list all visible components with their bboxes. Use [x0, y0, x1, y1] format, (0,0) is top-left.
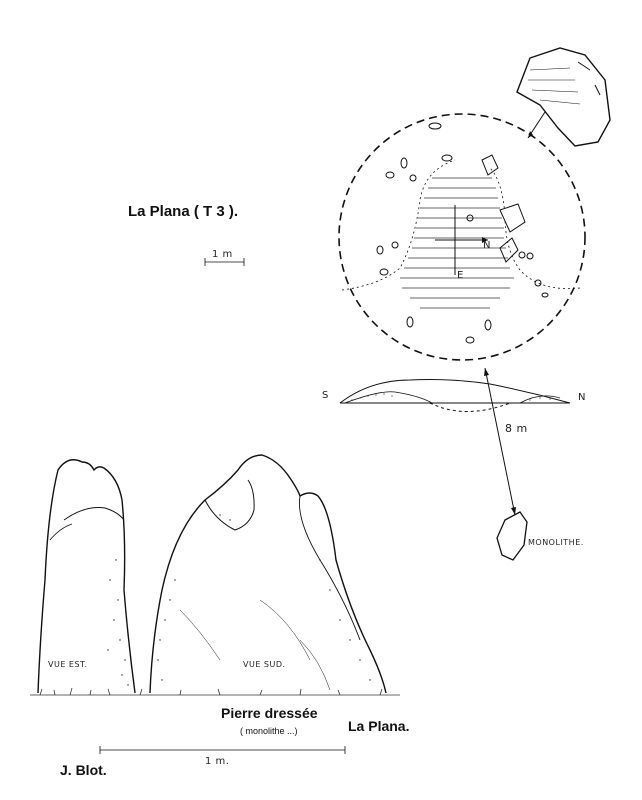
ground-line [30, 688, 400, 695]
profile-north-label: N [578, 392, 586, 403]
scale-small-label: 1 m [212, 249, 233, 260]
view-south-label: VUE SUD. [243, 660, 286, 669]
scale-bar-large [100, 746, 345, 754]
stone-east-stipple [107, 559, 128, 685]
monolith-label: MONOLITHE. [528, 538, 584, 547]
tumulus-circle [339, 114, 585, 360]
site-title: La Plana ( T 3 ). [128, 203, 239, 220]
east-marker-label: E [457, 270, 464, 281]
author: J. Blot. [60, 762, 107, 778]
north-arrow-label: N [483, 240, 491, 251]
hatched-mound [400, 178, 514, 308]
distance-label: 8 m [505, 422, 528, 435]
profile-south-label: S [322, 390, 329, 401]
stone-east-view [38, 460, 135, 693]
profile-dots [351, 393, 550, 400]
dotted-boundary-left [342, 160, 455, 290]
scale-large-label: 1 m. [205, 756, 230, 767]
stone-south-view [150, 455, 386, 693]
monolith-plan [497, 512, 527, 560]
caption-sub: ( monolithe ...) [240, 726, 298, 736]
view-east-label: VUE EST. [48, 660, 88, 669]
boulder-top [517, 48, 610, 146]
stone-south-stipple [157, 514, 370, 680]
profile-section [340, 380, 570, 412]
caption-main: Pierre dressée [221, 705, 318, 721]
caption-place: La Plana. [348, 718, 410, 734]
distance-line [485, 368, 515, 515]
scattered-stones [377, 123, 548, 343]
